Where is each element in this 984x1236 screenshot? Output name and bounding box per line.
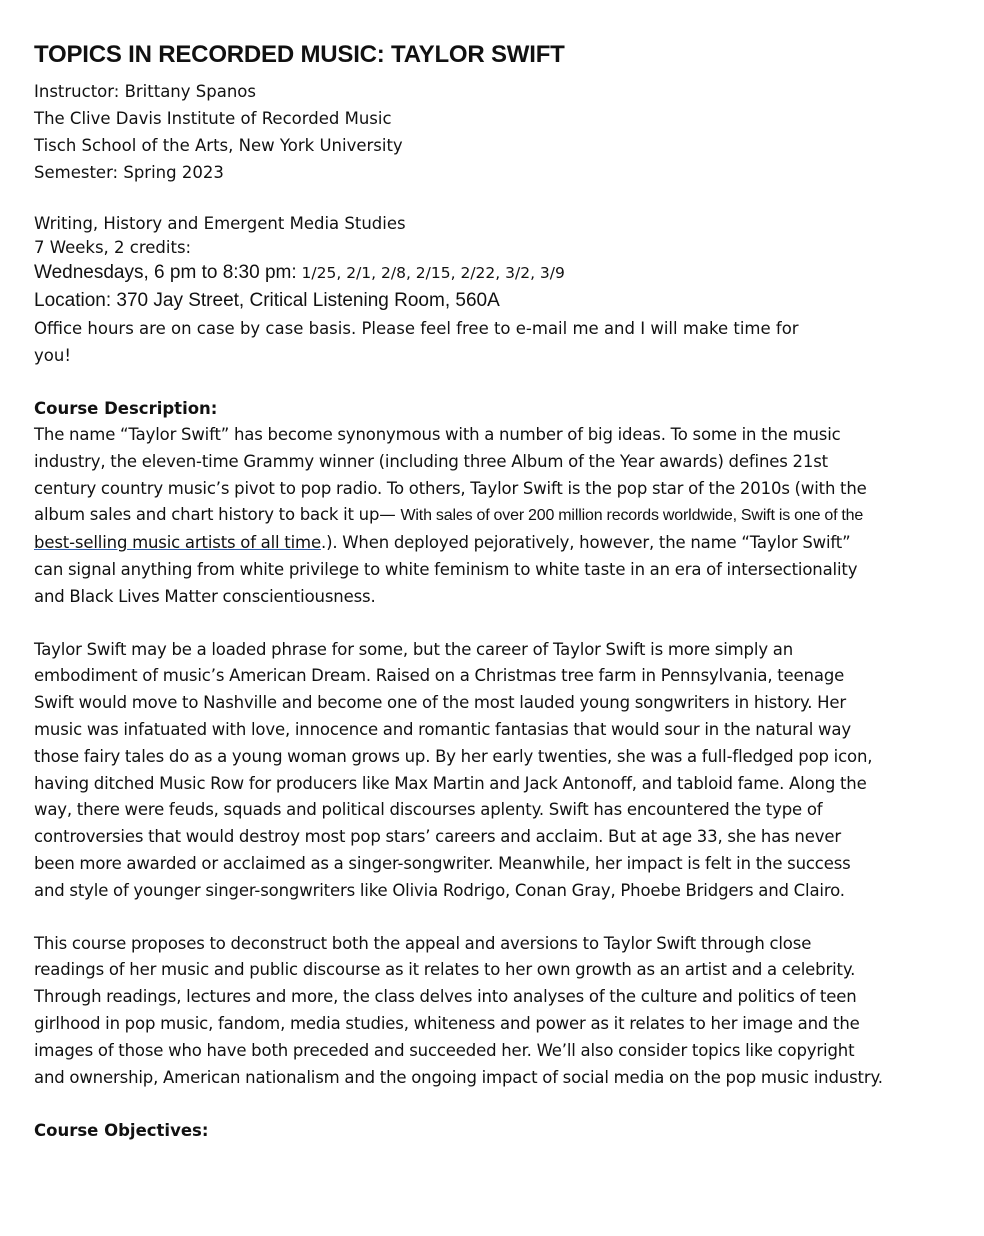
- spacer: [34, 611, 884, 637]
- semester-line: Semester: Spring 2023: [34, 163, 224, 182]
- best-selling-artists-link[interactable]: best-selling music artists of all time: [34, 533, 321, 553]
- course-objectives-heading: Course Objectives:: [34, 1121, 209, 1141]
- description-p1-quote: With sales of over 200 million records worldwide, Swift is one of the: [400, 507, 864, 525]
- description-p1-text: The name “Taylor Swift” has become synonymous with a number of big ideas. To some in the music industry, the eleven-time Grammy winner (including three Album of the Year awards) defines 21st century country music’s pivot to pop radio. To others, Taylor Swift is the pop star of the 2010s (with the album sales and chart history to back it up—: [34, 425, 867, 525]
- office-hours-line-2: you!: [34, 346, 71, 365]
- institute-line: The Clive Davis Institute of Recorded Music: [34, 109, 392, 128]
- office-hours-line: Office hours are on case by case basis. Please feel free to e-mail me and I will make time for: [34, 319, 799, 338]
- description-paragraph-1: [34, 422, 884, 611]
- course-description-heading: Course Description:: [34, 399, 218, 418]
- spacer: [34, 1091, 884, 1117]
- page-title: TOPICS IN RECORDED MUSIC: TAYLOR SWIFT: [34, 41, 565, 68]
- description-p1-end: .). When deployed pejoratively, however, the name “Taylor Swift” can signal anything from white privilege to white feminism to white taste in an era of intersectionality and Black Lives Matter conscientiousness.: [34, 533, 858, 606]
- location-line: Location: 370 Jay Street, Critical Listening Room, 560A: [34, 290, 500, 311]
- schedule-dates: 1/25, 2/1, 2/8, 2/15, 2/22, 3/2, 3/9: [296, 264, 565, 282]
- schedule-time: Wednesdays, 6 pm to 8:30 pm:: [34, 262, 297, 283]
- syllabus-content: [34, 40, 884, 1144]
- instructor-line: Instructor: Brittany Spanos: [34, 82, 256, 101]
- spacer: [34, 369, 884, 395]
- credits-line: 7 Weeks, 2 credits:: [34, 238, 192, 257]
- department-line: Writing, History and Emergent Media Studies: [34, 214, 406, 233]
- school-line: Tisch School of the Arts, New York University: [34, 136, 403, 155]
- schedule-line: [34, 259, 884, 287]
- spacer: [34, 905, 884, 931]
- description-paragraph-2: Taylor Swift may be a loaded phrase for some, but the career of Taylor Swift is more simply an embodiment of music’s American Dream. Raised on a Christmas tree farm in Pennsylvania, teenage Swift would move to Nashville and become one of the most lauded young songwriters in history. Her music was infatuated with love, innocence and romantic fantasias that would sour in the natural way those fairy tales do as a young woman grows up. By her early twenties, she was a full-fledged pop icon, having ditched Music Row for producers like Max Martin and Jack Antonoff, and tabloid fame. Along the way, there were feuds, squads and political discourses aplenty. Swift has encountered the type of controversies that would destroy most pop stars’ careers and acclaim. But at age 33, she has never been more awarded or acclaimed as a singer-songwriter. Meanwhile, her impact is felt in the success and style of younger singer-songwriters like Olivia Rodrigo, Conan Gray, Phoebe Bridgers and Clairo.: [34, 639, 873, 900]
- description-paragraph-3: This course proposes to deconstruct both the appeal and aversions to Taylor Swift through close readings of her music and public discourse as it relates to her own growth as an artist and a celebrity. Through readings, lectures and more, the class delves into analyses of the culture and politics of teen girlhood in pop music, fandom, media studies, whiteness and power as it relates to her image and the images of those who have both preceded and succeeded her. We’ll also consider topics like copyright and ownership, American nationalism and the ongoing impact of social media on the pop music industry.: [34, 933, 883, 1087]
- spacer: [34, 186, 884, 210]
